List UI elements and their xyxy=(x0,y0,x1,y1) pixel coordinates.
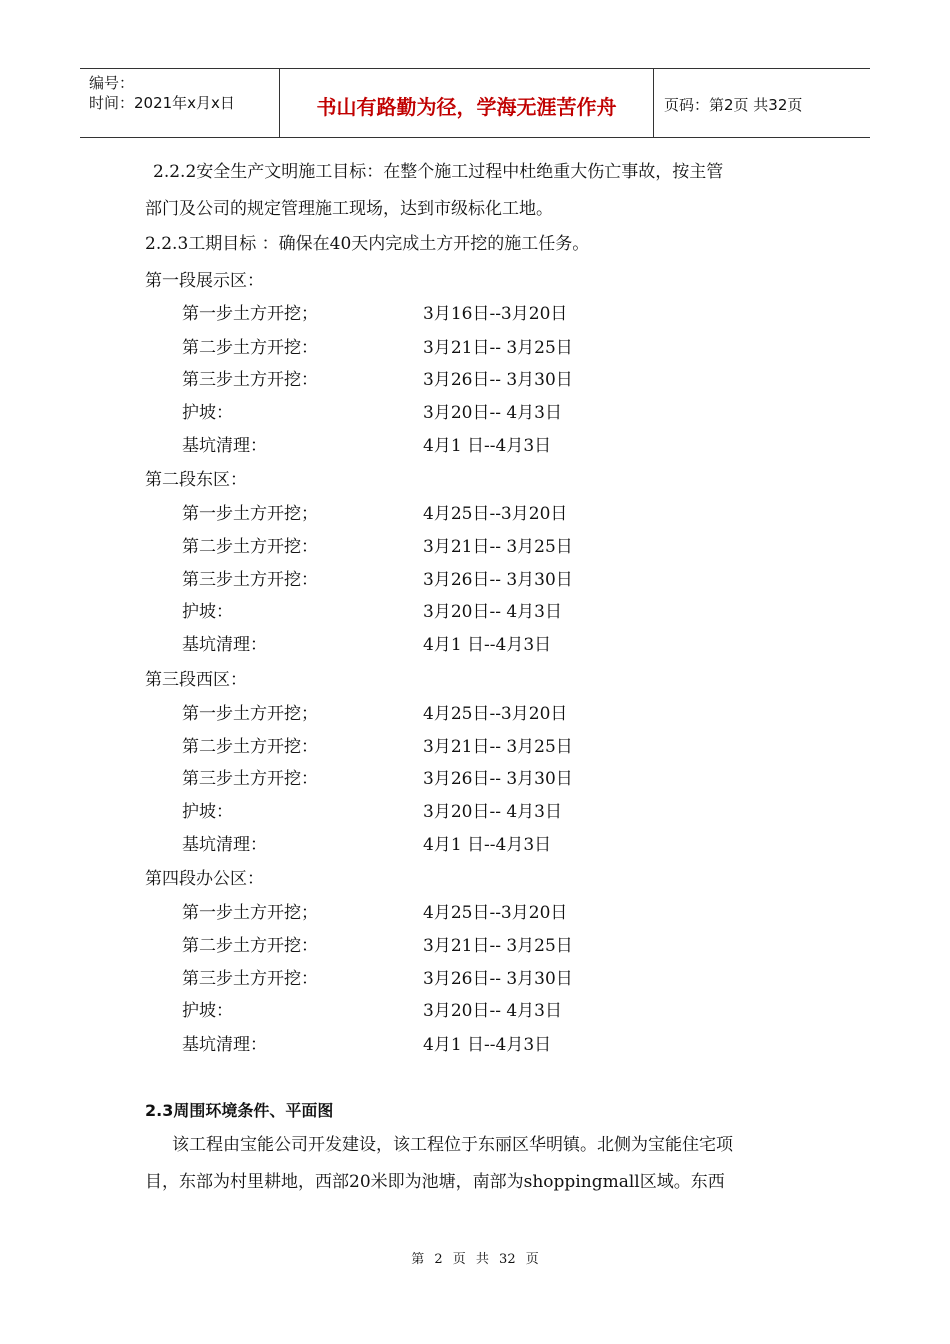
step-label: 护坡： xyxy=(182,602,233,622)
header-motto: 书山有路勤为径，学海无涯苦作舟 xyxy=(280,69,654,137)
step-dates: 3月21日-- 3月25日 xyxy=(423,338,573,358)
section-title: 第一段展示区： xyxy=(145,271,264,291)
step-dates: 3月20日-- 4月3日 xyxy=(423,1001,562,1021)
step-dates: 3月21日-- 3月25日 xyxy=(423,537,573,557)
goal-safety-line-1: 2.2.2安全生产文明施工目标：在整个施工过程中杜绝重大伤亡事故，按主管 xyxy=(153,162,724,182)
step-label: 第三步土方开挖： xyxy=(182,969,318,989)
step-dates: 3月21日-- 3月25日 xyxy=(423,936,573,956)
step-dates: 4月1 日--4月3日 xyxy=(423,436,552,456)
step-label: 第一步土方开挖； xyxy=(182,504,318,524)
step-label: 第一步土方开挖； xyxy=(182,304,318,324)
step-dates: 4月1 日--4月3日 xyxy=(423,1035,552,1055)
step-dates: 4月25日--3月20日 xyxy=(423,704,568,724)
step-label: 第二步土方开挖： xyxy=(182,537,318,557)
step-label: 护坡： xyxy=(182,802,233,822)
step-label: 基坑清理： xyxy=(182,635,267,655)
section-title: 第二段东区： xyxy=(145,470,247,490)
header-meta xyxy=(80,69,280,137)
goal-safety-line-2: 部门及公司的规定管理施工现场，达到市级标化工地。 xyxy=(145,199,553,219)
step-dates: 4月25日--3月20日 xyxy=(423,504,568,524)
document-date: 时间：2021年x月x日 xyxy=(89,94,235,112)
step-label: 基坑清理： xyxy=(182,436,267,456)
goal-schedule: 2.2.3工期目标 ：确保在40天内完成土方开挖的施工任务。 xyxy=(145,234,590,254)
step-dates: 3月20日-- 4月3日 xyxy=(423,403,562,423)
step-label: 第一步土方开挖； xyxy=(182,704,318,724)
document-number-label: 编号： xyxy=(89,74,135,92)
step-label: 护坡： xyxy=(182,403,233,423)
header-page-info: 页码：第2页 共32页 xyxy=(664,95,803,114)
step-label: 护坡： xyxy=(182,1001,233,1021)
step-dates: 3月16日--3月20日 xyxy=(423,304,568,324)
step-dates: 3月20日-- 4月3日 xyxy=(423,802,562,822)
step-dates: 3月26日-- 3月30日 xyxy=(423,769,573,789)
section-title: 第四段办公区： xyxy=(145,869,264,889)
page-header xyxy=(80,68,870,138)
section-heading-2-3: 2.3周围环境条件、平面图 xyxy=(145,1101,334,1120)
step-label: 第二步土方开挖： xyxy=(182,737,318,757)
step-dates: 4月1 日--4月3日 xyxy=(423,635,552,655)
step-label: 第三步土方开挖： xyxy=(182,370,318,390)
step-label: 第一步土方开挖； xyxy=(182,903,318,923)
step-label: 第三步土方开挖： xyxy=(182,570,318,590)
environment-line-1: 该工程由宝能公司开发建设，该工程位于东丽区华明镇。北侧为宝能住宅项 xyxy=(172,1135,733,1155)
step-dates: 3月21日-- 3月25日 xyxy=(423,737,573,757)
section-title: 第三段西区： xyxy=(145,670,247,690)
step-label: 基坑清理： xyxy=(182,835,267,855)
step-label: 基坑清理： xyxy=(182,1035,267,1055)
step-label: 第三步土方开挖： xyxy=(182,769,318,789)
step-label: 第二步土方开挖： xyxy=(182,936,318,956)
page-footer: 第 2 页 共 32 页 xyxy=(411,1252,539,1267)
step-dates: 3月20日-- 4月3日 xyxy=(423,602,562,622)
step-dates: 3月26日-- 3月30日 xyxy=(423,370,573,390)
step-dates: 3月26日-- 3月30日 xyxy=(423,570,573,590)
environment-line-2: 目，东部为村里耕地，西部20米即为池塘，南部为shoppingmall区域。东西 xyxy=(145,1172,725,1192)
step-dates: 4月25日--3月20日 xyxy=(423,903,568,923)
step-label: 第二步土方开挖： xyxy=(182,338,318,358)
step-dates: 4月1 日--4月3日 xyxy=(423,835,552,855)
step-dates: 3月26日-- 3月30日 xyxy=(423,969,573,989)
